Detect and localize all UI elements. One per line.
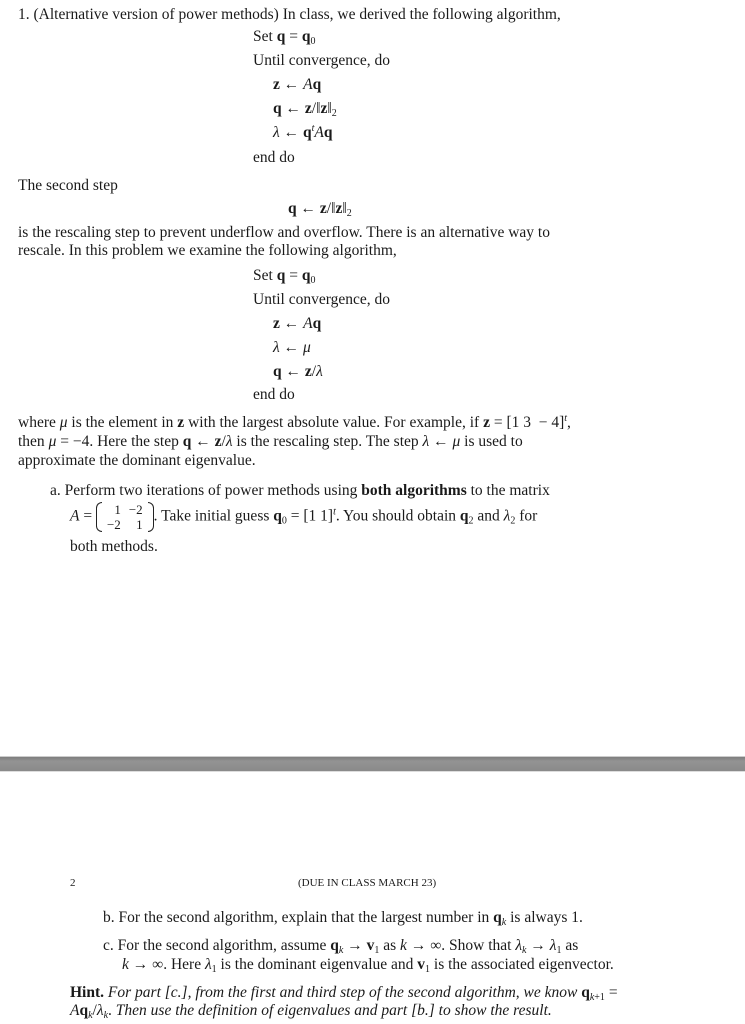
algo1-step3: λ ← $q^tAq$ [273,123,333,141]
rescale-formula: q ← $z/‖z‖_2$ [288,200,352,219]
rescale-text-1: is the rescaling step to prevent underflow and overflow. There is an alternative way to [18,224,550,241]
algo2-set: Set [253,267,273,284]
page-number: 2 [70,877,76,889]
algo2-until: Until convergence, do [253,291,391,308]
running-header: (DUE IN CLASS MARCH 23) [298,877,437,889]
page-separator [0,756,745,772]
matrix-line: A = 1 −2 −2 1 . Take initial guess $q_0 = [1$ 1]$^t$. You should obtain $q_2$ and $\lambda_2$ for [70,502,538,532]
second-step-label: The second step [18,177,118,194]
part-c-line-1: c. For the second algorithm, assume $q_k \to v_1$ as k → ∞. Show that $\lambda_k \to \lambda_1$ as [103,937,579,956]
intro-text: (Alternative version of power methods) In class, we derived the following algorithm, [33,6,561,23]
rescale-text-2: rescale. In this problem we examine the following algorithm, [18,242,397,259]
part-c-line-2: k → ∞. Here $\lambda_1$ is the dominant eigenvalue and $v_1$ is the associated eigenvector. [122,956,614,975]
algo1-end: end do [253,149,295,166]
where-line-2: then μ = −4. Here the step q ← z/λ is the rescaling step. The step λ ← μ is used to [18,433,523,450]
hint-line-2: $Aq_k/\lambda_k$. Then use the definition of eigenvalues and part [b.] to show the result. [70,1002,552,1021]
algo2-step1: z ← Aq [273,315,322,332]
where-line-3: approximate the dominant eigenvalue. [18,452,256,469]
bold-both-algorithms: both algorithms [361,482,467,499]
algo2-end: end do [253,386,295,403]
algo1-set: Set [253,28,273,45]
algo1-until: Until convergence, do [253,52,391,69]
hint-label: Hint. [70,984,105,1001]
algo2-step3: q ← z/λ [273,363,323,380]
where-line-1: where μ is the element in z with the largest absolute value. For example, if z = [1 3 − 4]$^t$, [18,413,571,431]
problem-number: 1. [18,6,30,23]
algo1-step2: q ← $z/‖z‖_2$ [273,100,337,119]
matrix-A: 1 −2 −2 1 [96,502,154,532]
hint-line-1: Hint. For part [c.], from the first and third step of the second algorithm, we know $q_{k+1}$ = [70,984,618,1003]
algo1-step1: z ← Aq [273,76,322,93]
part-a-label: a. [50,482,61,499]
part-b: b. For the second algorithm, explain that the largest number in $q_k$ is always 1. [103,909,583,928]
problem-intro [18,6,561,24]
part-a-end: both methods. [70,538,158,555]
algo2-step2: λ ← μ [273,339,311,356]
